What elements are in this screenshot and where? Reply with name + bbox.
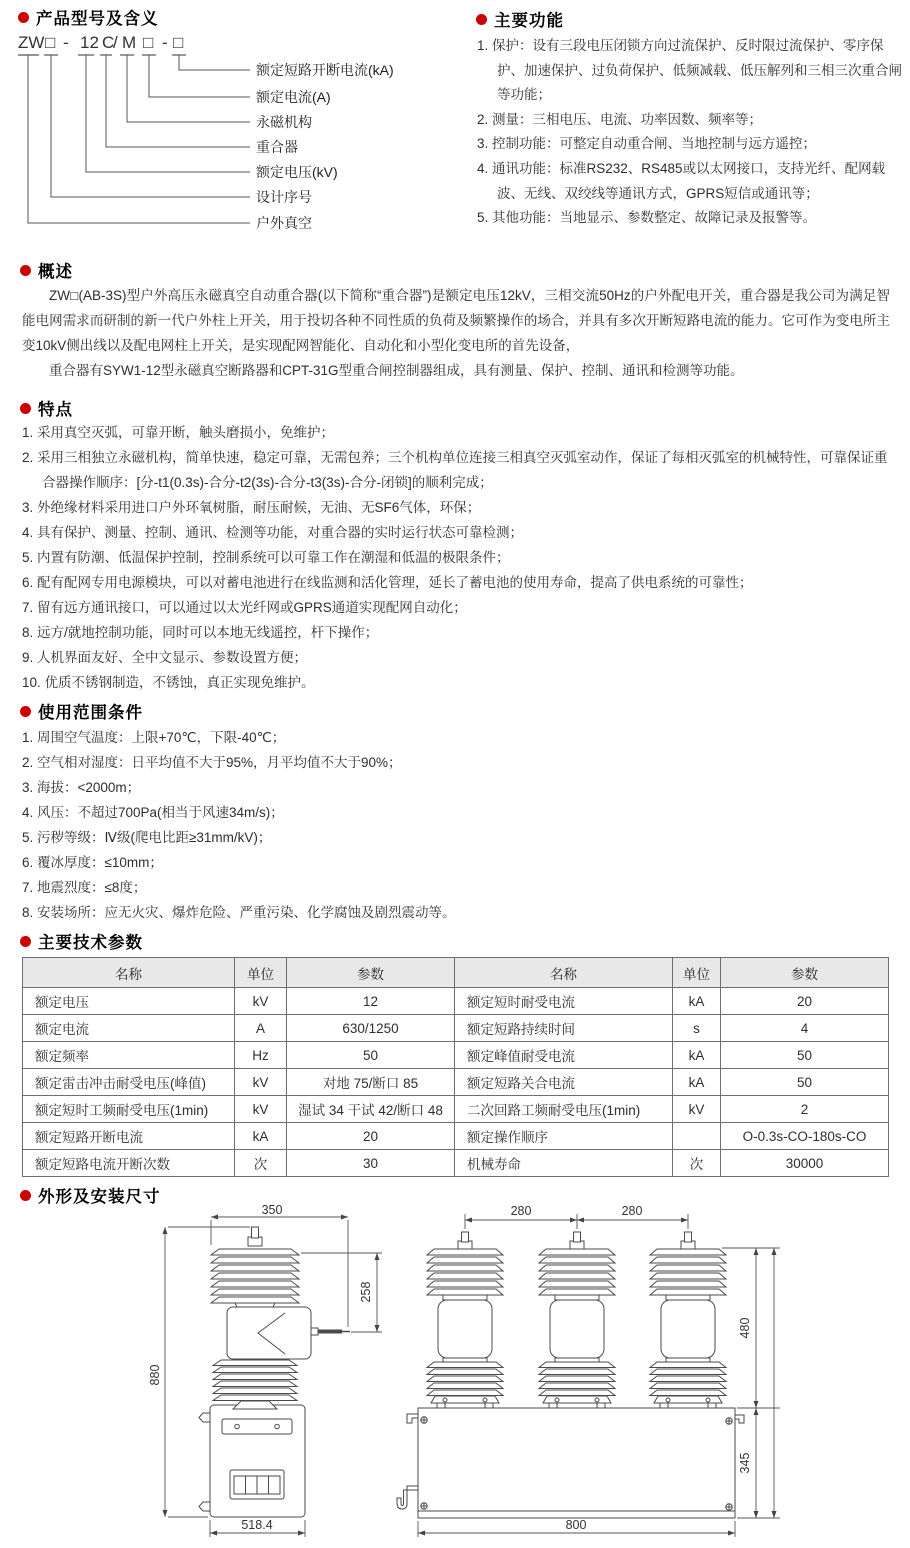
dimension-800 (418, 1518, 735, 1537)
dimension-258 (301, 1253, 382, 1332)
dimension-518-4 (210, 1518, 305, 1537)
section-bullet-icon (20, 936, 31, 947)
param-unit-cell: s (673, 1015, 721, 1042)
param-value-cell: 50 (287, 1042, 455, 1069)
col-header: 单位 (673, 958, 721, 988)
param-name-cell: 额定短路开断电流 (23, 1123, 235, 1150)
table-row (23, 1069, 889, 1096)
feature-item: 6. 配有配网专用电源模块，可以对蓄电池进行在线监测和活化管理，延长了蓄电池的使用寿命，提高了供电系统的可靠性； (22, 575, 753, 590)
param-value-cell: 630/1250 (287, 1015, 455, 1042)
svg-text:M: M (122, 33, 137, 52)
insulator-column (539, 1232, 615, 1408)
condition-item: 5. 污秽等级：Ⅳ级(爬电比距≥31mm/kV)； (22, 830, 272, 845)
param-value-cell: 30 (287, 1150, 455, 1177)
section-heading: 特点 (38, 401, 73, 419)
svg-text:□: □ (143, 33, 154, 52)
section-bullet-icon (18, 12, 29, 23)
section-title-functions (476, 7, 564, 31)
svg-text:□: □ (173, 33, 184, 52)
param-name-cell: 额定电流 (23, 1015, 235, 1042)
param-name-cell: 二次回路工频耐受电压(1min) (455, 1096, 673, 1123)
section-heading: 概述 (38, 263, 73, 281)
condition-item: 6. 覆冰厚度：≤10mm； (22, 855, 163, 870)
param-name-cell: 机械寿命 (455, 1150, 673, 1177)
dim-label: 350 (261, 1203, 283, 1217)
svg-text:额定短路开断电流(kA): 额定短路开断电流(kA) (256, 62, 394, 78)
table-row (23, 1150, 889, 1177)
svg-text:□: □ (45, 33, 56, 52)
svg-text:/: / (113, 33, 118, 52)
dim-label: 280 (621, 1204, 643, 1218)
section-title-parameters (20, 929, 143, 953)
section-title-model (18, 5, 159, 29)
section-heading: 产品型号及含义 (36, 10, 159, 28)
param-unit-cell: A (235, 1015, 287, 1042)
param-value-cell: 对地 75/断口 85 (287, 1069, 455, 1096)
section-title-overview (20, 258, 73, 282)
front-view-drawing (397, 1204, 780, 1537)
feature-item: 8. 远方/就地控制功能，同时可以本地无线遥控，杆下操作； (22, 625, 379, 640)
section-heading: 外形及安装尺寸 (38, 1188, 161, 1206)
insulator-column (650, 1232, 726, 1408)
param-name-cell: 额定操作顺序 (455, 1123, 673, 1150)
section-bullet-icon (20, 265, 31, 276)
overview-paragraph: ZW□(AB-3S)型户外高压永磁真空自动重合器(以下简称“重合器”)是额定电压12kV，三相交流50Hz的户外配电开关，重合器是我公司为满足智能电网需求而研制的新一代户外柱上开关，用于投切各种不同性质的负荷及频繁操作的场合，并具有多次开断短路电流的能力。它可作为变电所主变10kV侧出线以及配电网柱上开关，是实现配网智能化、自动化和小型化变电所的首先设备， (22, 288, 890, 353)
hinge-icon (199, 1502, 210, 1511)
mount-bracket-icon (407, 1414, 418, 1423)
param-name-cell: 额定短时耐受电流 (455, 988, 673, 1015)
param-unit-cell: kV (235, 1069, 287, 1096)
feature-item: 5. 内置有防潮、低温保护控制，控制系统可以可靠工作在潮湿和低温的极限条件； (22, 550, 510, 565)
param-name-cell: 额定电压 (23, 988, 235, 1015)
model-code-diagram (18, 30, 458, 242)
svg-text:永磁机构: 永磁机构 (256, 114, 312, 130)
section-bullet-icon (476, 14, 487, 25)
side-view-drawing (148, 1203, 382, 1537)
dim-label: 880 (148, 1364, 162, 1386)
param-value-cell: 20 (287, 1123, 455, 1150)
condition-item: 7. 地震烈度：≤8度； (22, 880, 147, 895)
param-value-cell: 20 (721, 988, 889, 1015)
param-unit-cell: kV (235, 988, 287, 1015)
dimension-drawings (10, 1203, 900, 1548)
hanger-hook-icon (397, 1486, 418, 1509)
col-header: 名称 (23, 958, 235, 988)
control-box (199, 1405, 305, 1517)
function-item: 2. 测量：三相电压、电流、功率因数、频率等； (477, 111, 763, 127)
svg-text:-: - (63, 33, 69, 52)
functions-list (477, 34, 905, 231)
param-unit-cell (673, 1123, 721, 1150)
dim-label: 345 (738, 1452, 752, 1474)
dim-label: 280 (510, 1204, 532, 1218)
param-value-cell: 30000 (721, 1150, 889, 1177)
svg-text:重合器: 重合器 (256, 139, 298, 155)
function-item: 4. 通讯功能：标准RS232、RS485或以太网接口，支持光纤、配网载波、无线、双绞线等通讯方式，GPRS短信或通讯等； (477, 160, 886, 201)
function-item: 1. 保护：设有三段电压闭锁方向过流保护、反时限过流保护、零序保护、加速保护、过负荷保护、低频减载、低压解列和三相三次重合闸等功能； (477, 38, 902, 103)
section-title-conditions (20, 699, 143, 723)
feature-item: 1. 采用真空灭弧，可靠开断，触头磨损小，免维护； (22, 425, 335, 440)
param-value-cell: 12 (287, 988, 455, 1015)
col-header: 参数 (287, 958, 455, 988)
table-header-row (23, 958, 889, 988)
svg-text:额定电流(A): 额定电流(A) (256, 89, 331, 105)
param-name-cell: 额定频率 (23, 1042, 235, 1069)
feature-item: 10. 优质不锈钢制造，不锈蚀，真正实现免维护。 (22, 675, 315, 690)
condition-item: 8. 安装场所：应无火灾、爆炸危险、严重污染、化学腐蚀及剧烈震动等。 (22, 905, 456, 920)
table-row (23, 1042, 889, 1069)
param-unit-cell: Hz (235, 1042, 287, 1069)
svg-text:设计序号: 设计序号 (256, 189, 312, 205)
parameters-table (22, 957, 889, 1177)
param-value-cell: 湿试 34 干试 42/断口 48 (287, 1096, 455, 1123)
model-code (18, 33, 183, 52)
section-bullet-icon (20, 403, 31, 414)
col-header: 名称 (455, 958, 673, 988)
svg-text:-: - (162, 33, 168, 52)
mount-bracket-icon (735, 1415, 744, 1423)
col-header: 参数 (721, 958, 889, 988)
overview-paragraph: 重合器有SYW1-12型永磁真空断路器和CPT-31G型重合闸控制器组成，具有测量、保护、控制、通讯和检测等功能。 (49, 363, 744, 378)
param-unit-cell: kA (235, 1123, 287, 1150)
svg-text:ZW: ZW (18, 33, 45, 52)
param-value-cell: 2 (721, 1096, 889, 1123)
section-bullet-icon (20, 706, 31, 717)
dim-label: 258 (359, 1281, 373, 1303)
param-unit-cell: kV (673, 1096, 721, 1123)
svg-text:C: C (102, 33, 115, 52)
section-heading: 使用范围条件 (38, 704, 143, 722)
overview-text (22, 283, 890, 383)
section-title-features (20, 396, 73, 420)
feature-item: 2. 采用三相独立永磁机构，简单快速，稳定可靠，无需包养；三个机构单位连接三相真空灭弧室动作，保证了每相灭弧室的机械特性，可靠保证重合器操作顺序：[分-t1(0.3s)-合分-t2(3s)-合分-t3(3s)-合分-闭锁]的顺利完成； (22, 450, 888, 490)
condition-item: 4. 风压：不超过700Pa(相当于风速34m/s)； (22, 805, 284, 820)
features-list (22, 420, 894, 695)
section-heading: 主要功能 (494, 12, 564, 30)
svg-text:额定电压(kV): 额定电压(kV) (256, 164, 338, 180)
function-item: 5. 其他功能：当地显示、参数整定、故障记录及报警等。 (477, 210, 817, 226)
table-row (23, 988, 889, 1015)
svg-text:12: 12 (80, 33, 99, 52)
svg-text:户外真空: 户外真空 (256, 215, 312, 231)
feature-item: 3. 外绝缘材料采用进口户外环氧树脂，耐压耐候，无油、无SF6气体，环保； (22, 500, 481, 515)
col-header: 单位 (235, 958, 287, 988)
param-unit-cell: 次 (235, 1150, 287, 1177)
feature-item: 4. 具有保护、测量、控制、通讯、检测等功能，对重合器的实时运行状态可靠检测； (22, 525, 524, 540)
model-labels (256, 62, 394, 231)
param-name-cell: 额定短路关合电流 (455, 1069, 673, 1096)
param-unit-cell: kA (673, 1042, 721, 1069)
section-heading: 主要技术参数 (38, 934, 143, 952)
dim-label: 480 (738, 1317, 752, 1339)
model-connector-lines (28, 55, 250, 223)
insulator-column (211, 1227, 350, 1409)
param-value-cell: 4 (721, 1015, 889, 1042)
dim-label: 800 (565, 1518, 587, 1532)
param-unit-cell: kA (673, 1069, 721, 1096)
param-unit-cell: kV (235, 1096, 287, 1123)
param-value-cell: O-0.3s-CO-180s-CO (721, 1123, 889, 1150)
hinge-icon (199, 1413, 210, 1422)
param-value-cell: 50 (721, 1069, 889, 1096)
insulator-column (427, 1232, 503, 1408)
dim-label: 518.4 (241, 1518, 273, 1532)
feature-item: 7. 留有远方通讯接口，可以通过以太光纤网或GPRS通道实现配网自动化； (22, 600, 467, 615)
dimension-280-spacing (465, 1204, 688, 1229)
section-bullet-icon (20, 1190, 31, 1201)
function-item: 3. 控制功能：可整定自动重合闸、当地控制与远方遥控； (477, 136, 817, 152)
param-name-cell: 额定雷击冲击耐受电压(峰值) (23, 1069, 235, 1096)
conditions-list (22, 725, 892, 925)
table-row (23, 1096, 889, 1123)
param-name-cell: 额定短时工频耐受电压(1min) (23, 1096, 235, 1123)
mounting-box (397, 1408, 744, 1518)
param-name-cell: 额定峰值耐受电流 (455, 1042, 673, 1069)
feature-item: 9. 人机界面友好、全中文显示、参数设置方便； (22, 650, 308, 665)
param-unit-cell: kA (673, 988, 721, 1015)
param-name-cell: 额定短路持续时间 (455, 1015, 673, 1042)
table-row (23, 1123, 889, 1150)
condition-item: 3. 海拔：<2000m； (22, 780, 141, 795)
param-name-cell: 额定短路电流开断次数 (23, 1150, 235, 1177)
condition-item: 2. 空气相对湿度：日平均值不大于95%，月平均值不大于90%； (22, 755, 402, 770)
table-row (23, 1015, 889, 1042)
condition-item: 1. 周围空气温度：上限+70℃，下限-40℃； (22, 730, 286, 745)
param-unit-cell: 次 (673, 1150, 721, 1177)
param-value-cell: 50 (721, 1042, 889, 1069)
